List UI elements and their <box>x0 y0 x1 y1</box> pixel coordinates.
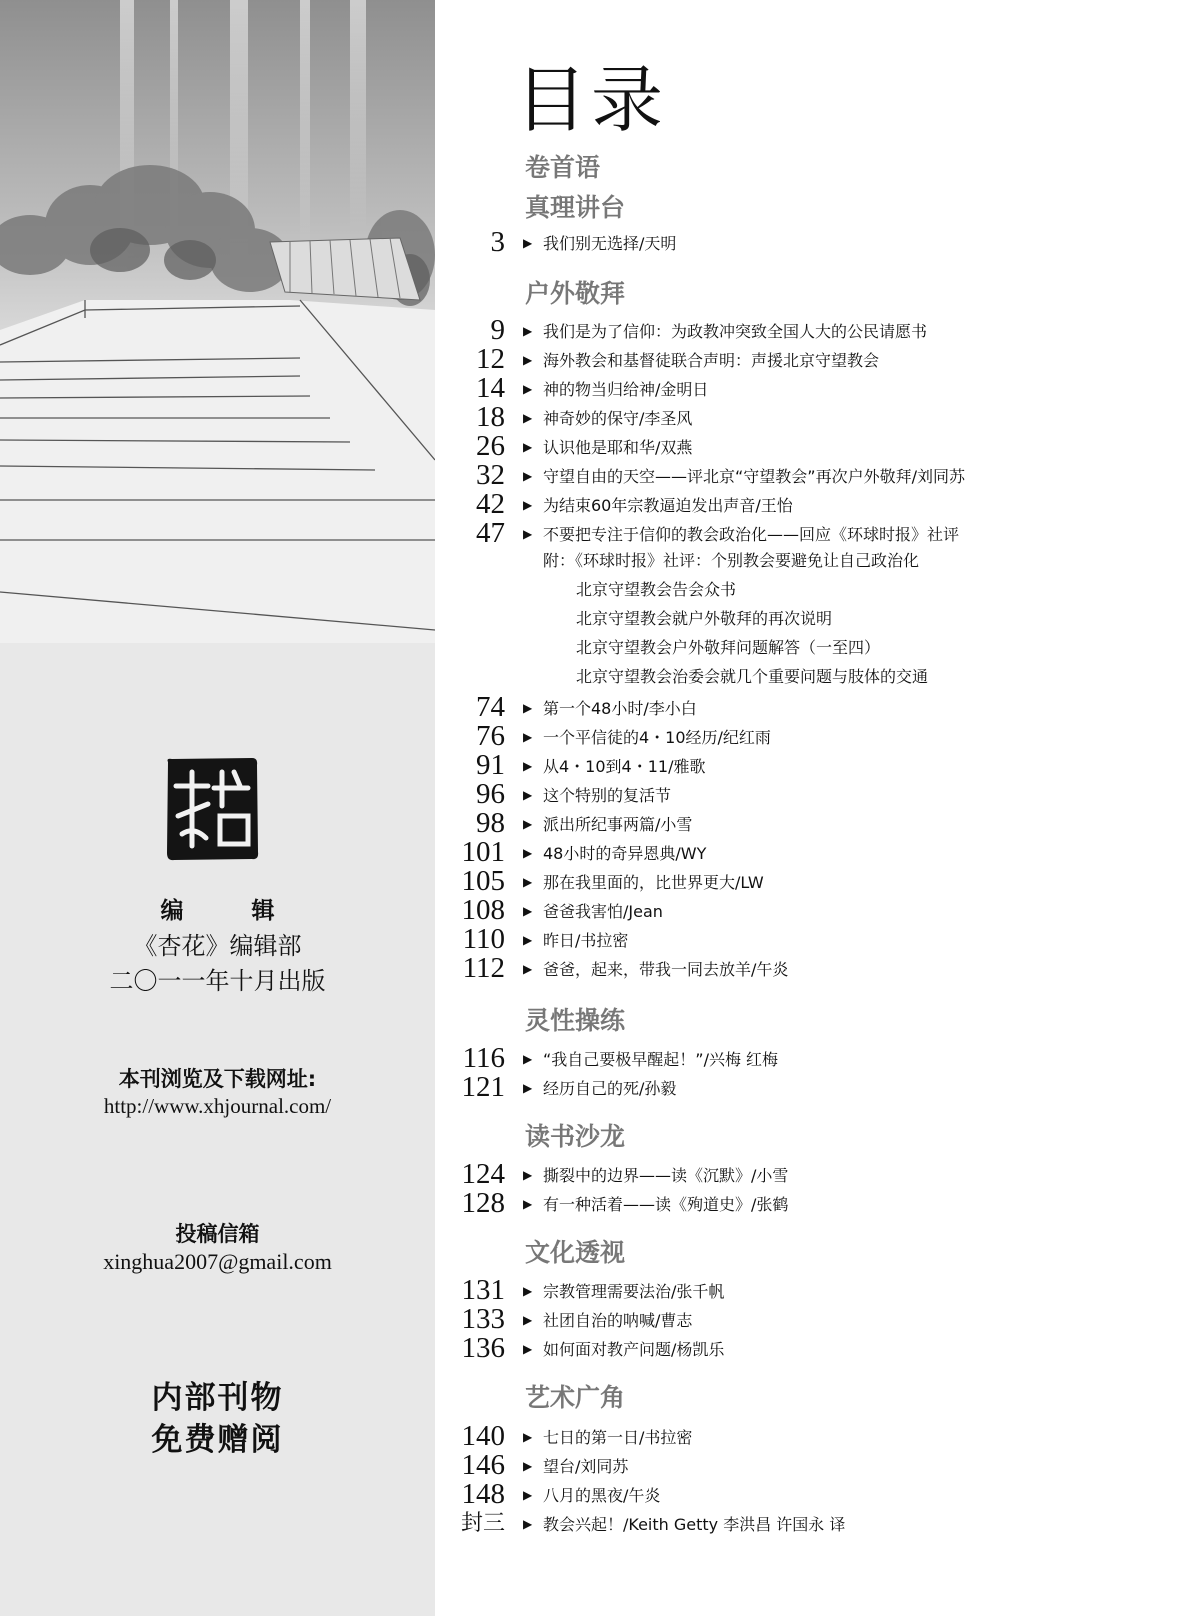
entry-title: 八月的黑夜/午炎 <box>543 1486 661 1505</box>
section-heading-truth-forum: 真理讲台 <box>525 193 626 222</box>
toc-entry[interactable] <box>445 952 1145 985</box>
page-number: 12 <box>476 343 505 375</box>
page-number: 101 <box>461 836 505 868</box>
bullet-arrow-icon: ▶ <box>523 1284 533 1298</box>
submission-email[interactable]: xinghua2007@gmail.com <box>103 1249 332 1274</box>
page-number: 140 <box>461 1420 505 1452</box>
entry-title: 教会兴起！/Keith Getty 李洪昌 许国永 译 <box>543 1515 846 1534</box>
page-number: 91 <box>476 749 505 781</box>
entry-title: 那在我里面的，比世界更大/LW <box>543 873 764 892</box>
bullet-arrow-icon: ▶ <box>523 904 533 918</box>
toc-entry[interactable] <box>445 720 1145 753</box>
page-number: 96 <box>476 778 505 810</box>
entry-title: 认识他是耶和华/双燕 <box>543 438 693 457</box>
page-number: 18 <box>476 401 505 433</box>
entry-title: 有一种活着——读《殉道史》/张鹤 <box>543 1195 789 1214</box>
toc-entry[interactable] <box>445 894 1145 927</box>
submission-email-label: 投稿信箱 <box>175 1222 260 1246</box>
bullet-arrow-icon: ▶ <box>523 1052 533 1066</box>
toc-entry[interactable] <box>445 314 1145 347</box>
page-number: 112 <box>462 952 505 984</box>
toc-entry[interactable] <box>445 1187 1145 1220</box>
page-number: 148 <box>461 1478 505 1510</box>
entry-title: 如何面对教产问题/杨凯乐 <box>543 1340 725 1359</box>
bullet-arrow-icon: ▶ <box>523 1488 533 1502</box>
toc-entry[interactable] <box>445 488 1145 521</box>
page-number: 98 <box>476 807 505 839</box>
page-number: 131 <box>461 1274 505 1306</box>
entry-title: 七日的第一日/书拉密 <box>543 1428 693 1447</box>
toc-entry[interactable] <box>445 401 1145 434</box>
bullet-arrow-icon: ▶ <box>523 1430 533 1444</box>
page-number: 146 <box>461 1449 505 1481</box>
bullet-arrow-icon: ▶ <box>523 962 533 976</box>
bullet-arrow-icon: ▶ <box>523 1313 533 1327</box>
toc-entry[interactable] <box>445 923 1145 956</box>
toc-entry[interactable] <box>445 1158 1145 1191</box>
toc-entry[interactable] <box>445 1511 1145 1540</box>
entry-title: 望台/刘同苏 <box>543 1457 629 1476</box>
publication-date: 二〇一一年十月出版 <box>109 967 326 995</box>
toc-entry[interactable] <box>445 372 1145 405</box>
editor-department: 《杏花》编辑部 <box>133 932 302 960</box>
entry-title: 撕裂中的边界——读《沉默》/小雪 <box>543 1166 789 1185</box>
entry-title: 派出所纪事两篇/小雪 <box>543 815 693 834</box>
page-number: 76 <box>476 720 505 752</box>
xinghua-seal-logo <box>164 756 260 862</box>
left-panel <box>0 0 435 1616</box>
bullet-arrow-icon: ▶ <box>523 527 533 541</box>
free-distribution-notice: 免费赠阅 <box>151 1422 284 1458</box>
website-url[interactable]: http://www.xhjournal.com/ <box>103 1094 332 1118</box>
entry-title: 经历自己的死/孙毅 <box>543 1079 677 1098</box>
toc-entry[interactable] <box>445 778 1145 811</box>
entry-title: 48小时的奇异恩典/WY <box>543 844 707 863</box>
bullet-arrow-icon: ▶ <box>523 1342 533 1356</box>
toc-entry[interactable] <box>445 1042 1145 1075</box>
appendix-item[interactable]: 北京守望教会就户外敬拜的再次说明 <box>576 609 833 628</box>
toc-entry[interactable] <box>445 343 1145 376</box>
table-of-contents <box>445 0 1185 1616</box>
toc-entry[interactable] <box>445 517 1145 550</box>
bullet-arrow-icon: ▶ <box>523 324 533 338</box>
entry-title: 第一个48小时/李小白 <box>543 699 697 718</box>
page-number: 14 <box>476 372 505 404</box>
bullet-arrow-icon: ▶ <box>523 353 533 367</box>
toc-entry[interactable] <box>445 1303 1145 1336</box>
entry-title: “我自己要极早醒起！”/兴梅 红梅 <box>543 1050 779 1069</box>
entry-title: 爸爸，起来，带我一同去放羊/午炎 <box>543 960 789 979</box>
page-number: 116 <box>462 1042 505 1074</box>
website-label: 本刊浏览及下载网址: <box>118 1067 317 1091</box>
page-number: 47 <box>476 517 505 549</box>
cover-illustration <box>0 0 435 643</box>
entry-title: 不要把专注于信仰的教会政治化——回应《环球时报》社评 <box>543 525 960 544</box>
page-number: 26 <box>476 430 505 462</box>
bullet-arrow-icon: ▶ <box>523 469 533 483</box>
entry-title: 昨日/书拉密 <box>543 931 629 950</box>
entry-title: 宗教管理需要法治/张千帆 <box>543 1282 725 1301</box>
page-number: 105 <box>461 865 505 897</box>
toc-entry[interactable] <box>445 1420 1145 1453</box>
toc-entry[interactable] <box>445 836 1145 869</box>
bullet-arrow-icon: ▶ <box>523 1081 533 1095</box>
entry-title: 神奇妙的保守/李圣风 <box>543 409 693 428</box>
toc-entry[interactable] <box>445 865 1145 898</box>
bullet-arrow-icon: ▶ <box>523 440 533 454</box>
appendix-item[interactable]: 北京守望教会户外敬拜问题解答（一至四） <box>576 638 881 657</box>
section-heading-art-corner: 艺术广角 <box>525 1383 626 1412</box>
entry-title: 神的物当归给神/金明日 <box>543 380 709 399</box>
page-number: 121 <box>461 1071 505 1103</box>
toc-entry[interactable] <box>445 459 1145 492</box>
bullet-arrow-icon: ▶ <box>523 1168 533 1182</box>
page-number: 封三 <box>460 1511 505 1536</box>
section-heading-preface: 卷首语 <box>525 153 601 182</box>
page-number: 133 <box>461 1303 505 1335</box>
entry-title: 守望自由的天空——评北京“守望教会”再次户外敬拜/刘同苏 <box>543 467 965 486</box>
entry-title: 这个特别的复活节 <box>543 786 672 805</box>
bullet-arrow-icon: ▶ <box>523 817 533 831</box>
page-number: 74 <box>476 691 505 723</box>
bullet-arrow-icon: ▶ <box>523 788 533 802</box>
appendix-item[interactable]: 北京守望教会告会众书 <box>576 580 737 599</box>
entry-title: 我们是为了信仰：为政教冲突致全国人大的公民请愿书 <box>543 322 928 341</box>
bullet-arrow-icon: ▶ <box>523 875 533 889</box>
bullet-arrow-icon: ▶ <box>523 1197 533 1211</box>
page-number: 32 <box>476 459 505 491</box>
page-number: 42 <box>476 488 505 520</box>
bullet-arrow-icon: ▶ <box>523 498 533 512</box>
internal-publication-notice: 内部刊物 <box>151 1380 284 1416</box>
section-heading-outdoor-worship: 户外敬拜 <box>525 279 626 308</box>
toc-entry[interactable] <box>445 1478 1145 1511</box>
toc-entry[interactable] <box>445 807 1145 840</box>
editor-label: 编 辑 <box>160 897 305 924</box>
page-number: 124 <box>461 1158 505 1190</box>
entry-title: 从4・10到4・11/雅歌 <box>543 757 706 776</box>
toc-entry[interactable] <box>445 1274 1145 1307</box>
bullet-arrow-icon: ▶ <box>523 701 533 715</box>
entry-title: 为结束60年宗教逼迫发出声音/王怡 <box>543 496 793 515</box>
toc-entry[interactable] <box>445 1449 1145 1482</box>
entry-title: 爸爸我害怕/Jean <box>543 902 663 921</box>
page-number: 9 <box>490 314 505 346</box>
page-number: 3 <box>490 226 505 258</box>
page-title: 目录 <box>515 58 668 142</box>
entry-title: 社团自治的呐喊/曹志 <box>543 1311 693 1330</box>
toc-entry[interactable] <box>445 1332 1145 1365</box>
entry-title: 一个平信徒的4・10经历/纪红雨 <box>543 728 771 747</box>
page-number: 128 <box>461 1187 505 1219</box>
bullet-arrow-icon: ▶ <box>523 846 533 860</box>
page-number: 136 <box>461 1332 505 1364</box>
entry-title: 我们别无选择/天明 <box>543 234 677 253</box>
appendix-lead[interactable]: 附：《环球时报》社评：个别教会要避免让自己政治化 <box>543 551 920 570</box>
bullet-arrow-icon: ▶ <box>523 1517 533 1531</box>
page-number: 108 <box>461 894 505 926</box>
bullet-arrow-icon: ▶ <box>523 1459 533 1473</box>
bullet-arrow-icon: ▶ <box>523 236 533 250</box>
bullet-arrow-icon: ▶ <box>523 382 533 396</box>
section-heading-culture-view: 文化透视 <box>525 1238 626 1267</box>
bullet-arrow-icon: ▶ <box>523 411 533 425</box>
bullet-arrow-icon: ▶ <box>523 730 533 744</box>
appendix-item[interactable]: 北京守望教会治委会就几个重要问题与肢体的交通 <box>576 667 929 686</box>
entry-title: 海外教会和基督徒联合声明：声援北京守望教会 <box>543 351 880 370</box>
toc-entry[interactable] <box>445 1071 1145 1104</box>
toc-entry[interactable] <box>445 430 1145 463</box>
toc-entry[interactable] <box>445 749 1145 782</box>
toc-entry[interactable] <box>445 691 1145 724</box>
section-heading-spiritual-exercise: 灵性操练 <box>525 1006 626 1035</box>
toc-entry[interactable] <box>445 226 1145 259</box>
page-number: 110 <box>462 923 505 955</box>
bullet-arrow-icon: ▶ <box>523 933 533 947</box>
section-heading-reading-salon: 读书沙龙 <box>525 1122 626 1151</box>
bullet-arrow-icon: ▶ <box>523 759 533 773</box>
